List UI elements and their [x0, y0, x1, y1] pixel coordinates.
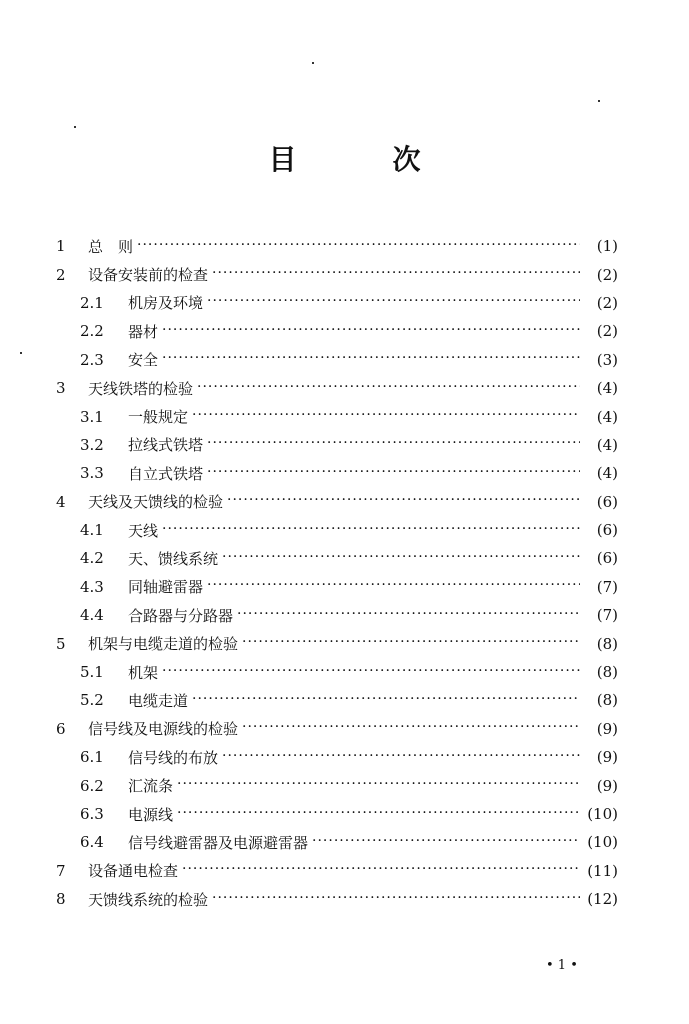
toc-entry-number: 2.3: [80, 350, 104, 369]
toc-entry: [48, 346, 618, 374]
toc-entry-title: 设备安装前的检查: [88, 266, 209, 285]
toc-entry-title: 机架: [128, 663, 159, 682]
toc-entry-title: 一般规定: [128, 408, 189, 427]
toc-entry-number: 6.3: [80, 805, 104, 823]
toc-entry: [48, 374, 618, 402]
toc-entry: [48, 857, 618, 885]
toc-entry-title: 总 则: [88, 237, 134, 256]
table-of-contents: [48, 232, 618, 913]
toc-entry-number: 4.1: [80, 521, 104, 540]
leader-dots: [177, 807, 580, 822]
leader-dots: [222, 750, 580, 765]
toc-entry: [48, 488, 618, 516]
toc-entry-page: (6): [596, 521, 618, 540]
leader-dots: [312, 835, 580, 850]
leader-dots: [242, 636, 580, 651]
leader-dots: [207, 295, 580, 310]
toc-entry-number: 4.3: [80, 577, 104, 596]
leader-dots: [227, 494, 580, 509]
toc-entry-page: (3): [596, 350, 618, 369]
toc-entry-title: 自立式铁塔: [128, 464, 204, 483]
toc-entry-page: (2): [596, 322, 618, 341]
toc-entry-page: (2): [596, 265, 618, 284]
toc-entry: [48, 544, 618, 572]
toc-entry-page: (9): [596, 719, 618, 738]
toc-entry-number: 7: [56, 861, 66, 880]
leader-dots: [237, 608, 580, 623]
toc-entry-title: 信号线的布放: [128, 748, 219, 767]
toc-entry: [48, 317, 618, 345]
toc-entry: [48, 686, 618, 714]
title-char-right: 次: [392, 143, 421, 176]
toc-entry: [48, 573, 618, 601]
leader-dots: [222, 551, 580, 566]
toc-entry-title: 信号线及电源线的检验: [88, 720, 239, 739]
leader-dots: [177, 778, 580, 793]
toc-entry: [48, 800, 618, 828]
toc-entry-number: 2.2: [80, 322, 104, 341]
toc-entry-title: 天线及天馈线的检验: [88, 493, 224, 512]
toc-entry-number: 2: [56, 265, 66, 284]
leader-dots: [137, 239, 580, 254]
toc-entry-page: (11): [587, 861, 618, 880]
toc-entry-page: (6): [596, 549, 618, 568]
leader-dots: [212, 892, 580, 907]
scan-speck: [74, 126, 76, 128]
toc-entry-number: 1: [56, 237, 66, 256]
toc-entry: [48, 828, 618, 856]
toc-entry: [48, 771, 618, 799]
toc-entry: [48, 431, 618, 459]
toc-entry-number: 6: [56, 719, 66, 738]
toc-entry-title: 天馈线系统的检验: [88, 890, 209, 909]
leader-dots: [162, 352, 580, 367]
toc-entry-number: 4.4: [80, 606, 104, 625]
toc-entry-title: 信号线避雷器及电源避雷器: [128, 833, 309, 852]
scan-speck: [598, 100, 600, 102]
toc-entry-page: (7): [596, 577, 618, 596]
toc-entry-title: 拉线式铁塔: [128, 436, 204, 455]
toc-entry: [48, 459, 618, 487]
toc-entry-page: (8): [596, 691, 618, 710]
toc-entry: [48, 601, 618, 629]
toc-entry: [48, 629, 618, 657]
toc-entry-number: 2.1: [80, 293, 104, 312]
toc-entry-number: 8: [56, 890, 66, 909]
toc-entry: [48, 402, 618, 430]
leader-dots: [162, 523, 580, 538]
toc-entry-page: (10): [587, 805, 618, 823]
scan-speck: [312, 62, 314, 64]
leader-dots: [192, 693, 580, 708]
toc-entry: [48, 232, 618, 260]
leader-dots: [192, 409, 580, 424]
leader-dots: [242, 721, 580, 736]
toc-entry-page: (9): [596, 748, 618, 767]
toc-entry-title: 同轴避雷器: [128, 578, 204, 597]
toc-entry: [48, 658, 618, 686]
toc-entry-number: 5.2: [80, 691, 104, 710]
page-number: • 1 •: [546, 958, 578, 973]
leader-dots: [207, 579, 580, 594]
toc-entry: [48, 516, 618, 544]
toc-entry-page: (8): [596, 634, 618, 653]
toc-entry-title: 电源线: [128, 805, 174, 824]
toc-entry-number: 5: [56, 634, 66, 653]
leader-dots: [162, 665, 580, 680]
toc-entry: [48, 743, 618, 771]
toc-entry-page: (2): [596, 293, 618, 312]
toc-entry-title: 电缆走道: [128, 691, 189, 710]
toc-entry-title: 设备通电检查: [88, 862, 179, 881]
toc-entry-page: (4): [596, 407, 618, 426]
toc-entry-page: (9): [596, 776, 618, 795]
toc-entry-title: 汇流条: [128, 777, 174, 796]
toc-entry-number: 6.4: [80, 833, 104, 852]
toc-entry-page: (6): [596, 492, 618, 511]
toc-entry-number: 4.2: [80, 549, 104, 568]
toc-entry-page: (4): [596, 435, 618, 454]
toc-entry-title: 机架与电缆走道的检验: [88, 635, 239, 654]
toc-entry: [48, 885, 618, 913]
toc-entry-number: 4: [56, 492, 66, 511]
toc-entry-page: (8): [596, 663, 618, 682]
toc-entry-number: 6.1: [80, 748, 104, 767]
toc-entry-number: 6.2: [80, 776, 104, 795]
toc-entry-title: 合路器与分路器: [128, 606, 234, 625]
toc-entry-number: 3: [56, 379, 66, 398]
leader-dots: [197, 381, 580, 396]
toc-entry: [48, 715, 618, 743]
toc-entry: [48, 289, 618, 317]
scan-speck: [20, 352, 22, 354]
toc-entry: [48, 260, 618, 288]
leader-dots: [207, 437, 580, 452]
toc-entry-title: 安全: [128, 351, 159, 370]
page-title: [0, 138, 689, 178]
toc-entry-title: 天线铁塔的检验: [88, 379, 194, 398]
toc-entry-title: 器材: [128, 322, 159, 341]
toc-entry-number: 3.2: [80, 435, 104, 454]
toc-entry-number: 3.1: [80, 407, 104, 426]
leader-dots: [207, 466, 580, 481]
toc-entry-page: (4): [596, 379, 618, 398]
leader-dots: [162, 324, 580, 339]
title-char-left: 目: [268, 143, 297, 176]
toc-entry-title: 天线: [128, 521, 159, 540]
toc-entry-title: 天、馈线系统: [128, 549, 219, 568]
toc-entry-number: 3.3: [80, 464, 104, 483]
leader-dots: [182, 863, 580, 878]
toc-entry-page: (10): [587, 833, 618, 852]
toc-entry-page: (7): [596, 606, 618, 625]
leader-dots: [212, 267, 580, 282]
toc-entry-number: 5.1: [80, 663, 104, 682]
toc-entry-page: (1): [596, 237, 618, 256]
toc-entry-title: 机房及环境: [128, 294, 204, 313]
toc-entry-page: (12): [587, 890, 618, 909]
toc-entry-page: (4): [596, 464, 618, 483]
